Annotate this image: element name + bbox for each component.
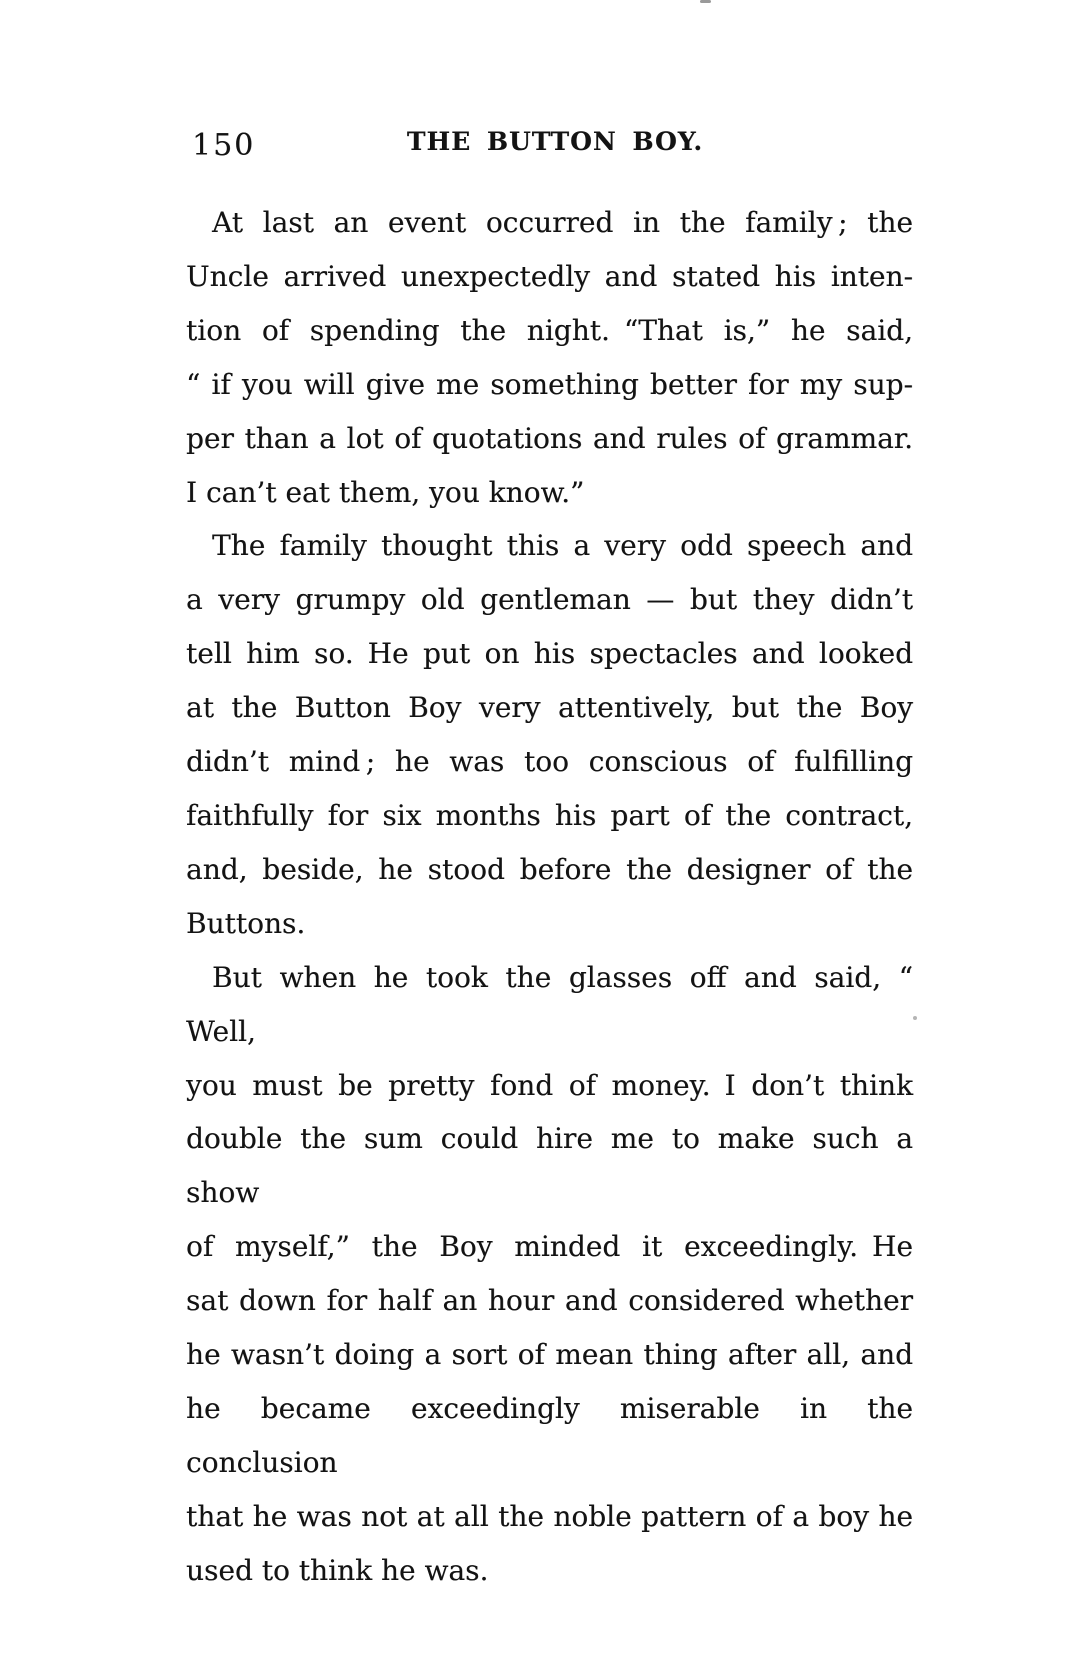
text-line: At last an event occurred in the family ; the <box>212 206 913 239</box>
text-line: tell him so. He put on his spectacles and looked <box>186 637 913 671</box>
running-title: THE BUTTON BOY. <box>406 127 704 156</box>
scan-speck-icon <box>913 1016 917 1020</box>
text-line: and, beside, he stood before the designer of the <box>186 852 913 886</box>
text-line: of myself,” the Boy minded it exceedingly. He <box>186 1230 913 1264</box>
text-line: double the sum could hire me to make such a show <box>186 1122 913 1210</box>
text-line: didn’t mind ; he was too conscious of fulfilling <box>186 745 913 779</box>
text-line: sat down for half an hour and considered whether <box>186 1284 913 1318</box>
text-line: Buttons. <box>186 906 306 940</box>
text-line: he wasn’t doing a sort of mean thing after all, and <box>186 1338 913 1372</box>
text-block <box>186 196 913 1598</box>
text-line: Uncle arrived unexpectedly and stated his inten- <box>186 259 913 293</box>
scan-speck-icon <box>700 0 711 3</box>
page-number: 150 <box>192 128 256 163</box>
text-line: he became exceedingly miserable in the conclusion <box>186 1391 913 1479</box>
text-line: you must be pretty fond of money. I don’t think <box>186 1068 913 1102</box>
text-line: tion of spending the night. “That is,” he said, <box>186 313 913 347</box>
text-line: that he was not at all the noble pattern of a boy he <box>186 1499 913 1533</box>
text-line: The family thought this a very odd speech and <box>212 529 913 563</box>
text-line: But when he took the glasses off and said, “ Well, <box>186 960 913 1048</box>
text-line: I can’t eat them, you know.” <box>186 475 585 509</box>
text-line: per than a lot of quotations and rules of grammar. <box>186 421 913 455</box>
text-line: at the Button Boy very attentively, but the Boy <box>186 691 913 725</box>
text-line: a very grumpy old gentleman — but they didn’t <box>186 583 913 617</box>
text-line: “ if you will give me something better for my sup- <box>186 367 913 401</box>
text-line: used to think he was. <box>186 1553 489 1587</box>
text-line: faithfully for six months his part of the contract, <box>186 798 913 832</box>
